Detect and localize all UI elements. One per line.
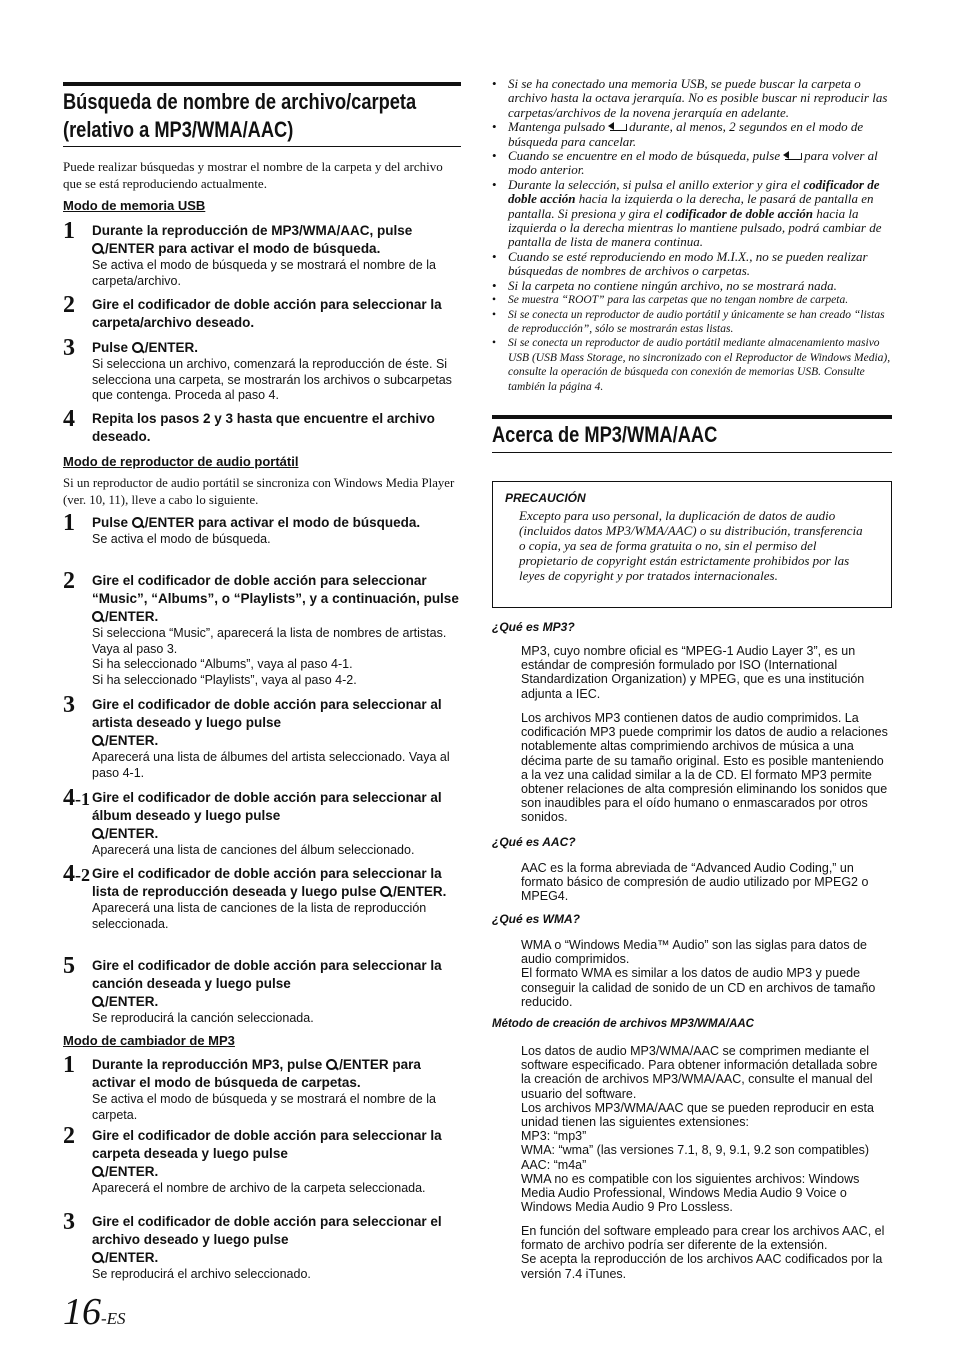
search-icon [326,1059,338,1071]
step-note: Si selecciona “Music”, aparecerá la lista de nombres de artistas. Vaya al paso 3. Si ha seleccionado “Albums”, vaya al paso 4-1. Si ha seleccionado “Playlists”, vaya al paso 4-2. [92,626,447,687]
step-note: Se reproducirá la canción seleccionada. [92,1011,314,1025]
search-icon [92,1252,104,1264]
note-item: • Cuando se esté reproduciendo en modo M.I.X., no se pueden realizar búsquedas de nombres de archivos o carpetas. [492,250,892,279]
note-item: • Mantenga pulsado durante, al menos, 2 segundos en el modo de búsqueda para cancelar. [492,120,892,149]
page-number [63,1290,126,1334]
usb-step-3: 3 Pulse /ENTER. Si selecciona un archivo, comenzará la reproducción de éste. Si selecciona una carpeta, se mostrarán los archivos o subcarpetas que contenga. Proceda al paso 4. [63,339,461,404]
method-para-2: En función del software empleado para crear los archivos AAC, el formato de archivo podría ser diferente de la extensión. Se acepta la reproducción de los archivos AAC codificados por la versión 7.4 iTunes. [521,1224,885,1281]
step-number: 1 [63,218,75,244]
caution-heading: PRECAUCIÓN [505,491,586,505]
note-item: • Si se conecta un reproductor de audio portátil mediante almacenamiento masivo USB (USB Mass Storage, no sincronizado con el Reproductor de Windows Media), consulte la operación de búsqueda con conexión de memorias USB. Consulte también la página 4. [492,336,892,394]
portable-step-4-2: 4-2 Gire el codificador de doble acción para seleccionar la lista de reproducción deseada y luego pulse /ENTER. Aparecerá una lista de canciones de la lista de reproducción seleccionada. [63,865,461,932]
step-number: 1 [63,1052,75,1078]
page-number-value: 16 [63,1291,101,1333]
step-note: Aparecerá una lista de álbumes del artista seleccionado. Vaya al paso 4-1. [92,750,450,780]
step-number: 2 [63,1123,75,1149]
step-note: Se activa el modo de búsqueda. [92,532,271,546]
changer-step-2: 2 Gire el codificador de doble acción para seleccionar la carpeta deseada y luego pulse /ENTER. Aparecerá el nombre de archivo de la carpeta seleccionada. [63,1127,461,1197]
portable-step-3: 3 Gire el codificador de doble acción para seleccionar al artista deseado y luego pulse /ENTER. Aparecerá una lista de álbumes del artista seleccionado. Vaya al paso 4-1. [63,696,461,781]
about-title-rule-top [492,415,892,419]
section-title-line2: (relativo a MP3/WMA/AAC) [63,117,294,142]
note-item: • Cuando se encuentre en el modo de búsqueda, pulse para volver al modo anterior. [492,149,892,178]
mp3-para-2: Los archivos MP3 contienen datos de audio comprimidos. La codificación MP3 puede comprimir los datos de audio a relaciones notablemente altas comprimiendo archivos de música a una décima parte de su tamaño original. Esto es posible manteniendo a la vez una calidad similar a la de CD. El formato MP3 permite obtener relaciones de alta compresión eliminando los sonidos que son inaudibles para el oído humano o enmascarados por otros sonidos. [521,711,888,825]
aac-heading: ¿Qué es AAC? [492,835,576,849]
step-note: Se activa el modo de búsqueda y se mostrará el nombre de la carpeta/archivo. [92,258,436,288]
portable-step-4-1: 4-1 Gire el codificador de doble acción para seleccionar al álbum deseado y luego pulse /ENTER. Aparecerá una lista de canciones del álbum seleccionado. [63,789,461,859]
section-title-line1: Búsqueda de nombre de archivo/carpeta [63,89,417,114]
usb-step-1: 1 Durante la reproducción de MP3/WMA/AAC, pulse /ENTER para activar el modo de búsqueda. Se activa el modo de búsqueda y se mostrará el nombre de la carpeta/archivo. [63,222,461,289]
step-number: 3 [63,692,75,718]
changer-mode-heading: Modo de cambiador de MP3 [63,1033,235,1048]
search-icon [92,735,104,747]
mp3-para-1: MP3, cuyo nombre oficial es “MPEG-1 Audio Layer 3”, es un estándar de compresión formulado por ISO (International Standardization Organization) y MPEG, que es una institución adjunta a IEC. [521,644,865,701]
caution-text: Excepto para uso personal, la duplicación de datos de audio (incluidos datos MP3/WMA/AAC) o su distribución, transferencia o copia, ya sea de forma gratuita o no, sin el permiso del propietario de copyright están estrictamente prohibidos por las leyes de copyright y por tratados internacionales. [519,508,863,583]
step-note: Aparecerá el nombre de archivo de la carpeta seleccionada. [92,1181,426,1195]
step-note: Aparecerá una lista de canciones de la lista de reproducción seleccionada. [92,901,427,931]
usb-step-2: 2 Gire el codificador de doble acción para seleccionar la carpeta/archivo deseado. [63,292,442,330]
step-number: 1 [63,510,75,536]
portable-step-1: 1 Pulse /ENTER para activar el modo de búsqueda. Se activa el modo de búsqueda. [63,514,461,548]
about-title: Acerca de MP3/WMA/AAC [492,422,718,447]
return-icon [608,122,626,132]
step-number: 4 [63,406,75,432]
portable-mode-heading: Modo de reproductor de audio portátil [63,454,299,469]
step-number: 3 [63,335,75,361]
usb-step-4: 4 Repita los pasos 2 y 3 hasta que encuentre el archivo deseado. [63,406,435,444]
caution-box [492,481,892,608]
search-icon [92,996,104,1008]
step-note: Se activa el modo de búsqueda y se mostrará el nombre de la carpeta. [92,1092,436,1122]
method-heading: Método de creación de archivos MP3/WMA/AAC [492,1018,754,1030]
title-rule-bottom [63,146,461,147]
search-icon [132,517,144,529]
wma-heading: ¿Qué es WMA? [492,912,581,926]
note-item: • Si se ha conectado una memoria USB, se puede buscar la carpeta o archivo hasta la octava jerarquía. No es posible buscar ni reproducir las carpetas/archivos de la novena jerarquía en adelante. [492,77,892,120]
search-icon [92,1166,104,1178]
step-note: Se reproducirá el archivo seleccionado. [92,1267,311,1281]
note-item: • Si se conecta un reproductor de audio portátil y únicamente se han creado “listas de reproducción”, sólo se mostrarán estas listas. [492,308,892,337]
aac-para: AAC es la forma abreviada de “Advanced Audio Coding,” un formato básico de compresión de audio utilizado por MPEG2 o MPEG4. [521,861,869,904]
step-number: 2 [63,568,75,594]
usb-mode-heading: Modo de memoria USB [63,198,206,213]
step-number: 2 [63,292,75,318]
method-para-1: Los datos de audio MP3/WMA/AAC se comprimen mediante el software especificado. Para obtener información detallada sobre la creación de archivos MP3/WMA/AAC, consulte el manual del usuario del software. Los archivos MP3/WMA/AAC que se pueden reproducir en esta unidad tienen las siguientes extensiones: MP3: “mp3” WMA: “wma” (las versiones 7.1, 8, 9, 9.1, 9.2 son compatibles) AAC: “m4a” WMA no es compatible con los siguientes archivos: Windows Media Audio Professional, Windows Media Audio 9 Voice o Windows Media Audio 9 Pro Lossless. [521,1044,878,1215]
note-item: • Si la carpeta no contiene ningún archivo, no se mostrará nada. [492,279,892,293]
changer-step-1: 1 Durante la reproducción MP3, pulse /ENTER para activar el modo de búsqueda de carpetas. Se activa el modo de búsqueda y se mostrará el nombre de la carpeta. [63,1056,461,1123]
step-note: Si selecciona un archivo, comenzará la reproducción de éste. Si selecciona una carpeta, se mostrarán los archivos o subcarpetas que contenga. Proceda al paso 4. [92,357,452,402]
portable-step-5: 5 Gire el codificador de doble acción para seleccionar la canción deseada y luego pulse /ENTER. Se reproducirá la canción seleccionada. [63,957,461,1027]
wma-para: WMA o “Windows Media™ Audio” son las siglas para datos de audio comprimidos. El formato WMA es similar a los datos de audio MP3 y puede conseguir la calidad de sonido de un CD en archivos de tamaño reducido. [521,938,876,1009]
step-number: 4-1 [63,785,90,811]
search-icon [92,828,104,840]
changer-step-3: 3 Gire el codificador de doble acción para seleccionar el archivo deseado y luego pulse /ENTER. Se reproducirá el archivo seleccionado. [63,1213,461,1283]
notes-list [492,77,892,394]
about-title-rule-bottom [492,452,892,453]
portable-step-2: 2 Gire el codificador de doble acción para seleccionar “Music”, “Albums”, o “Playlists”, y a continuación, pulse /ENTER. Si selecciona “Music”, aparecerá la lista de nombres de artistas. Vaya al paso 3. Si ha seleccionado “Albums”, vaya al paso 4-1. Si ha seleccionado “Playlists”, vaya al paso 4-2. [63,572,461,688]
return-icon [783,151,801,161]
step-number: 4-2 [63,861,90,887]
step-number: 3 [63,1209,75,1235]
intro-text: Puede realizar búsquedas y mostrar el nombre de la carpeta y del archivo que se está reproduciendo actualmente. [63,159,443,191]
search-icon [132,342,144,354]
portable-intro: Si un reproductor de audio portátil se sincroniza con Windows Media Player (ver. 10, 11), lleve a cabo lo siguiente. [63,476,455,507]
note-item: • Durante la selección, si pulsa el anillo exterior y gira el codificador de doble acción hacia la izquierda o la derecha, le pasará de pantalla en pantalla. Si presiona y gira el codificador de doble acción hacia la izquierda o la derecha mientras lo mantiene pulsado, podrá cambiar de pantalla de lista de manera continua. [492,178,892,250]
note-item: • Se muestra “ROOT” para las carpetas que no tengan nombre de carpeta. [492,293,892,307]
step-note: Aparecerá una lista de canciones del álbum seleccionado. [92,843,415,857]
step-number: 5 [63,953,75,979]
search-icon [92,243,104,255]
search-icon [380,886,392,898]
search-icon [92,611,104,623]
mp3-heading: ¿Qué es MP3? [492,620,575,634]
title-rule-top [63,82,461,86]
page-number-suffix: -ES [101,1309,126,1328]
